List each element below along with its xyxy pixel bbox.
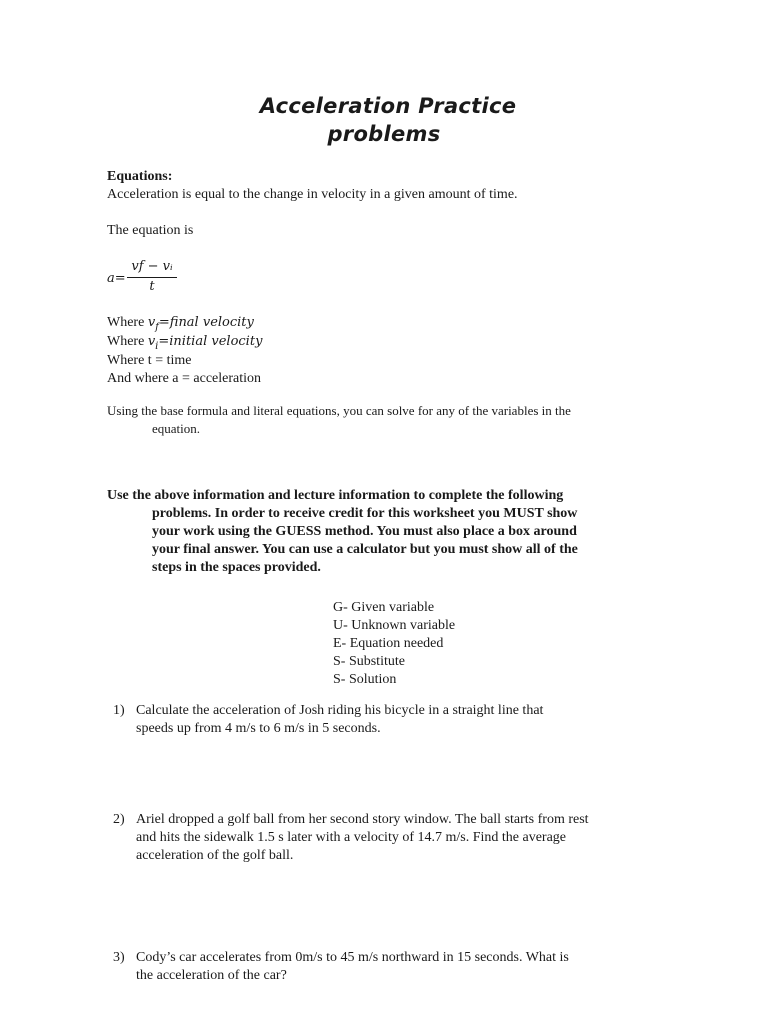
question-text-line: speeds up from 4 m/s to 6 m/s in 5 seconds. bbox=[136, 721, 381, 736]
question-2 bbox=[113, 811, 653, 865]
guess-item-equation: E- Equation needed bbox=[333, 636, 444, 651]
instructions-paragraph: Use the above information and lecture information to complete the following problems. In order to receive credit for this worksheet you MUST show your work using the GUESS method. You must also place a box around your final answer. You can use a calculator but you must show all of the steps in the spaces provided. bbox=[107, 488, 578, 575]
page-title-line-1: Acceleration Practice bbox=[259, 94, 517, 118]
question-number: 2) bbox=[113, 812, 125, 827]
equation-is-label: The equation is bbox=[107, 223, 194, 238]
question-text-line: acceleration of the golf ball. bbox=[136, 848, 294, 863]
question-text-line: and hits the sidewalk 1.5 s later with a velocity of 14.7 m/s. Find the average bbox=[136, 830, 567, 845]
formula-denominator: t bbox=[149, 279, 155, 294]
formula-numerator: vf − vᵢ bbox=[131, 259, 173, 274]
guess-item-given: G- Given variable bbox=[333, 600, 435, 615]
guess-item-unknown: U- Unknown variable bbox=[333, 618, 456, 633]
question-number: 3) bbox=[113, 950, 125, 965]
definition-final-velocity: Where $v_f=final$ velocity bbox=[107, 315, 254, 333]
definition-acceleration: And where a = acceleration bbox=[107, 371, 262, 386]
definition-initial-velocity: Where $v_i=initial$ velocity bbox=[107, 334, 263, 352]
question-text-line: Ariel dropped a golf ball from her second story window. The ball starts from rest bbox=[136, 812, 589, 827]
literal-equations-note: Using the base formula and literal equations, you can solve for any of the variables in the equation. bbox=[107, 403, 571, 436]
question-1 bbox=[113, 702, 653, 738]
formula-lhs: a= bbox=[107, 271, 126, 286]
question-text-line: the acceleration of the car? bbox=[136, 968, 287, 983]
acceleration-intro: Acceleration is equal to the change in velocity in a given amount of time. bbox=[107, 187, 518, 202]
definition-time: Where t = time bbox=[107, 353, 192, 368]
question-text-line: Cody’s car accelerates from 0m/s to 45 m/s northward in 15 seconds. What is bbox=[136, 950, 569, 965]
question-text-line: Calculate the acceleration of Josh riding his bicycle in a straight line that bbox=[136, 703, 544, 718]
formula-fraction bbox=[127, 258, 177, 296]
question-3 bbox=[113, 949, 653, 985]
guess-item-solution: S- Solution bbox=[333, 672, 397, 687]
equations-heading: Equations: bbox=[107, 169, 173, 184]
guess-item-substitute: S- Substitute bbox=[333, 654, 405, 669]
question-number: 1) bbox=[113, 703, 125, 718]
page-title-line-2: problems bbox=[327, 122, 441, 146]
